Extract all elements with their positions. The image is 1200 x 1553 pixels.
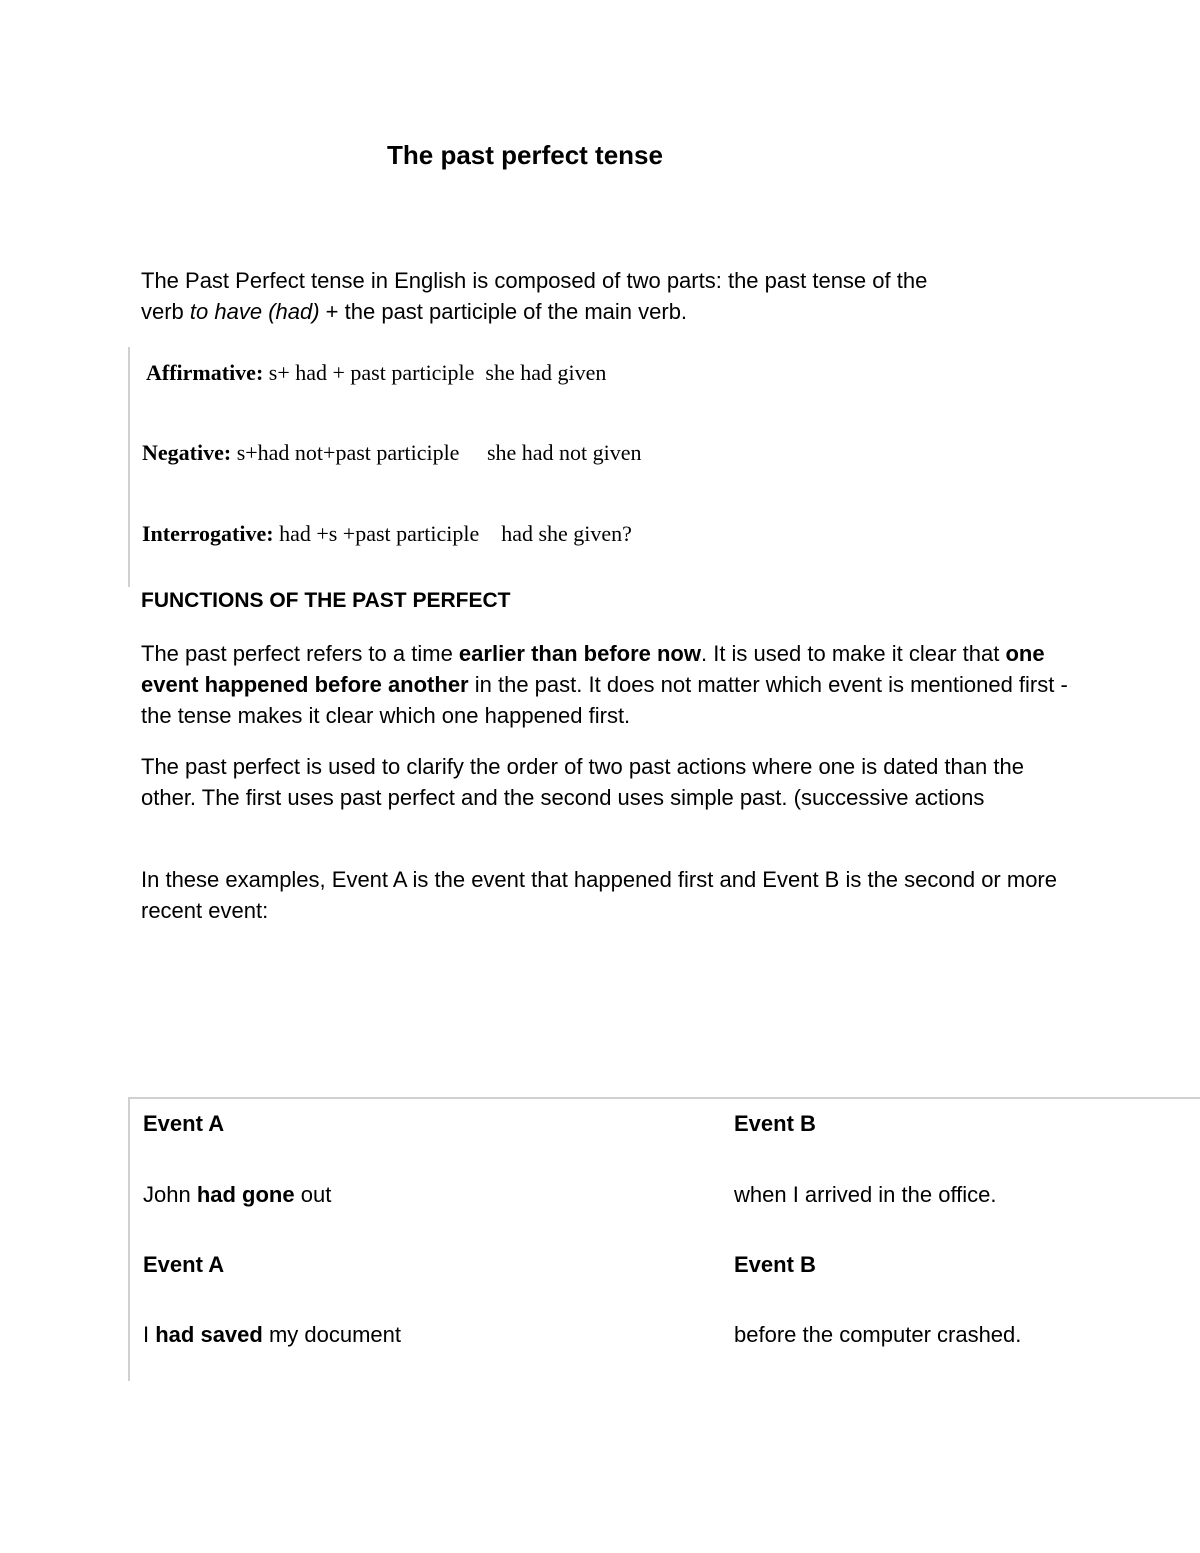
row2-a-post: my document: [262, 1322, 402, 1347]
intro-line-1: The Past Perfect tense in English is composed of two parts: the past tense of the: [141, 268, 928, 293]
table-header-2-event-b: [734, 1252, 816, 1278]
examples-intro-paragraph: In these examples, Event A is the event that happened first and Event B is the second or more recent event:: [141, 867, 1057, 923]
table-left-border: [128, 1097, 130, 1381]
intro-verb-italic: to have (had): [189, 299, 320, 324]
affirmative-text: s+ had + past participle she had given: [263, 360, 607, 385]
event-b-label-2: Event B: [734, 1252, 816, 1277]
event-a-label: Event A: [143, 1111, 225, 1136]
affirmative-label: Affirmative:: [146, 360, 264, 385]
intro-line-2-pre: verb: [141, 299, 190, 324]
table-row-2-event-b: before the computer crashed.: [734, 1322, 1022, 1347]
table-row-2-event-a: [143, 1322, 401, 1348]
forms-left-border: [128, 347, 130, 587]
interrogative-form: [142, 521, 632, 547]
page-title: The past perfect tense: [387, 140, 663, 170]
p2-text-e: in the past. It does not matter which event is mentioned first - the tense makes it clear which one happened first.: [141, 672, 1068, 728]
p2-text-c: . It is used to make it clear that: [700, 641, 1006, 666]
functions-heading: FUNCTIONS OF THE PAST PERFECT: [141, 589, 511, 612]
row1-a-pre: John: [143, 1182, 197, 1207]
p2-bold-earlier: earlier than before now: [458, 641, 701, 666]
event-b-label: Event B: [734, 1111, 816, 1136]
intro-paragraph: [141, 265, 1071, 327]
functions-paragraph-2: The past perfect is used to clarify the order of two past actions where one is dated than the other. The first uses past perfect and the second uses simple past. (successive actions: [141, 754, 1024, 810]
negative-text: s+had not+past participle she had not given: [231, 440, 642, 465]
row1-a-post: out: [294, 1182, 332, 1207]
intro-line-2-post: + the past participle of the main verb.: [319, 299, 688, 324]
negative-form: [142, 440, 642, 466]
row1-a-bold: had gone: [196, 1182, 295, 1207]
affirmative-form: [146, 360, 606, 386]
table-header-event-a: [143, 1111, 224, 1137]
table-row-1-event-b: when I arrived in the office.: [734, 1182, 997, 1207]
table-top-border: [128, 1097, 1200, 1099]
event-a-label-2: Event A: [143, 1252, 225, 1277]
p2-bold-one-event: one event happened before another: [141, 641, 1045, 697]
table-header-event-b: [734, 1111, 816, 1137]
negative-label: Negative:: [142, 440, 232, 465]
table-header-2-event-a: [143, 1252, 224, 1278]
interrogative-label: Interrogative:: [142, 521, 274, 546]
row2-a-pre: I: [143, 1322, 156, 1347]
table-row-1-event-a: [143, 1182, 331, 1208]
interrogative-text: had +s +past participle had she given?: [273, 521, 632, 546]
p2-text-a: The past perfect refers to a time: [141, 641, 459, 666]
row2-a-bold: had saved: [155, 1322, 263, 1347]
functions-paragraph-1: [141, 638, 1071, 731]
